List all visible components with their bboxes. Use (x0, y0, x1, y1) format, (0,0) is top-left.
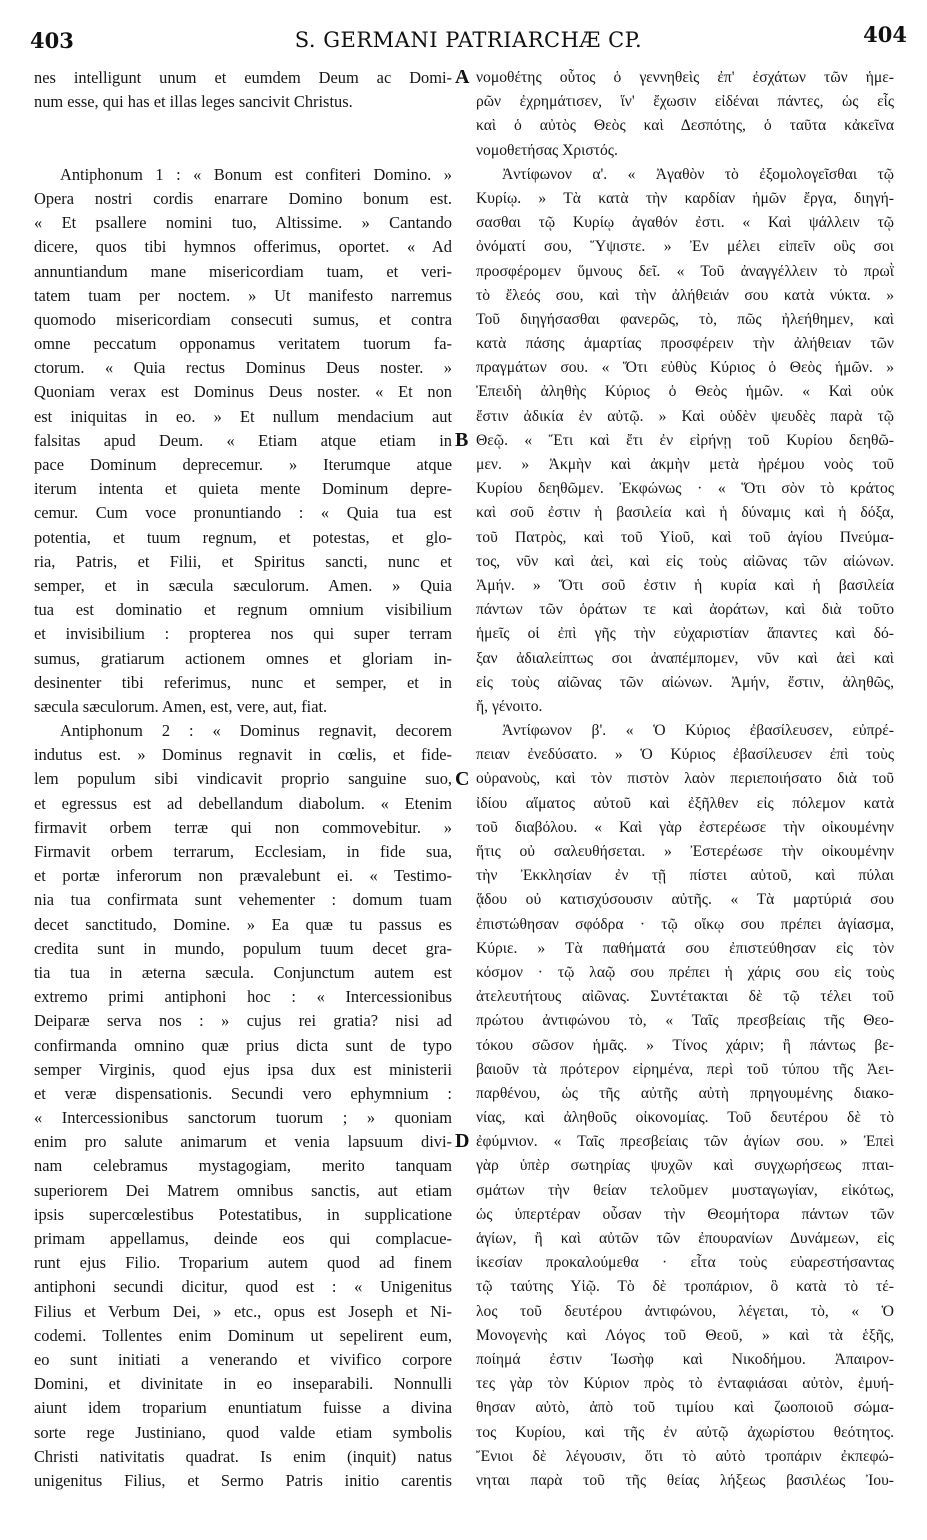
latin-column (34, 66, 452, 1493)
greek-text-line: ἁγίων, ἢ καὶ αὐτῶν τῶν ἐπουρανίων Δυνάμεων, εἰς (476, 1230, 894, 1247)
latin-text-line: aiunt idem troparium enuntiatum fuisse a divina (34, 1398, 452, 1418)
greek-text-line: ἐπιστώθησαν σφόδρα · τῷ οἴκῳ σου πρέπει ἁγίασμα, (476, 915, 894, 933)
latin-text-line: est iniquitas in eo. » Et nullum mendacium aut (34, 406, 452, 426)
greek-text-line: τῷ ταύτης Υἱῷ. Τὸ δὲ τροπάριον, ὃ κατὰ τὸ τέ- (476, 1278, 894, 1296)
greek-text-line: τὴν Ἐκκλησίαν ἐν τῇ πίστει αὐτοῦ, καὶ πύλαι (476, 867, 894, 885)
section-marker-a: A (455, 66, 470, 88)
greek-text-line: γὰρ ὑπὲρ σωτηρίας ψυχῶν καὶ συγχωρήσεως πται- (476, 1157, 894, 1175)
greek-text-line: κατὰ πάσης ἁμαρτίας προσφέρειν τὴν ἀλήθειαν τῶν (476, 335, 894, 353)
latin-text-line: quomodo misericordiam consecuti sumus, et contra (34, 309, 452, 329)
latin-text-line: « Intercessionibus sanctorum tuorum ; » quoniam (34, 1108, 452, 1128)
latin-text-line: « Et psallere nomini tuo, Altissime. » Cantando (34, 213, 452, 233)
latin-text-line: tia tua in æterna sæcula. Conjunctum autem est (34, 962, 452, 982)
greek-text-line: τος, νῦν καὶ ἀεὶ, καὶ εἰς τοὺς αἰῶνας τῶν αἰώνων. (476, 552, 894, 570)
latin-text-line: confirmanda omnino quæ prius dicta sunt de typo (34, 1035, 452, 1055)
latin-text-line: firmavit orbem terræ qui non commovebitur. » (34, 817, 452, 837)
latin-text-line: Deiparæ serva nos : » cujus rei gratia? nisi ad (34, 1011, 452, 1031)
latin-text-line: enim pro salute animarum et venia lapsuum divi- (34, 1132, 452, 1152)
latin-text-line: pace Dominum deprecemur. » Iterumque atque (34, 455, 452, 474)
greek-text-line: οὐρανοὺς, καὶ τὸν πιστὸν λαὸν περιεποιήσατο διὰ τοῦ (476, 770, 894, 788)
greek-text-line: Μονογενὴς καὶ Λόγος τοῦ Θεοῦ, » καὶ τὰ ἑξῆς, (476, 1326, 894, 1344)
greek-text-line: νηται παρὰ τοῦ τῆς θείας λήξεως βασιλέως Ἰου- (476, 1471, 894, 1489)
latin-text-line: decet sanctitudo, Domine. » Ea quæ tu passus es (34, 914, 452, 934)
greek-text-line: ἐφύμνιον. « Ταῖς πρεσβείαις τῶν ἁγίων σου. » Ἐπεὶ (476, 1133, 894, 1151)
latin-text-line: superiorem Dei Matrem omnibus sanctis, aut etiam (34, 1180, 452, 1200)
greek-text-line: Κυρίου δεηθῶμεν. Ἐκφώνως · « Ὅτι σὸν τὸ κράτος (476, 480, 894, 498)
latin-text-line: Firmavit orbem terrarum, Ecclesiam, in fide sua, (34, 842, 452, 861)
latin-text-line: et portæ inferorum non prævalebunt ei. « Testimo- (34, 866, 452, 886)
latin-text-line: tua est dominatio et regnum omnium visibilium (34, 600, 452, 620)
section-marker-b: B (455, 429, 469, 451)
page-header (30, 22, 907, 52)
latin-text-line: indutus est. » Dominus regnavit in cœlis, et fide- (34, 745, 452, 765)
latin-text-line: antiphoni secundi dicitur, quod est : « Unigenitus (34, 1277, 452, 1297)
latin-text-line: Domini, et divinitate in eo inseparabili. Nonnulli (34, 1374, 452, 1394)
greek-text-line: νομοθετήσας Χριστός. (476, 141, 618, 159)
latin-text-line: lem populum sibi vindicavit proprio sanguine suo, (34, 769, 452, 789)
greek-text-line: σμάτων τὴν θείαν τελοῦμεν μυσταγωγίαν, εἰκότως, (476, 1181, 894, 1199)
greek-text-line: ρῶν ἐχρημάτισεν, ἵν' ἔχωσιν εἰδέναι πάντες, ὡς εἷς (476, 93, 894, 111)
greek-text-line: ἡμεῖς οἱ ἐπὶ γῆς τὴν εὐχαριστίαν ἅπαντες καὶ δό- (476, 625, 894, 643)
latin-text-line: ctorum. « Quia rectus Dominus Deus noster. » (34, 358, 452, 378)
latin-text-line: Antiphonum 2 : « Dominus regnavit, decorem (60, 721, 452, 741)
latin-text-line: et veræ dispensationis. Secundi vero ephymnium : (34, 1083, 452, 1103)
latin-text-line: ria, Patris, et Filii, et Spiritus sancti, nunc et (34, 551, 452, 571)
latin-text-line: Filius et Verbum Dei, » etc., opus est Joseph et Ni- (34, 1301, 452, 1321)
latin-text-line: dicere, quos tibi hymnos offerimus, oportet. « Ad (34, 237, 452, 257)
latin-text-line: semper, et in sæcula sæculorum. Amen. » Quia (34, 575, 452, 595)
latin-text-line: unigenitus Filius, et Sermo Patris initio carentis (34, 1470, 452, 1490)
greek-text-line: καὶ ὁ αὐτὸς Θεὸς καὶ Δεσπότης, ὁ ταῦτα κἀκεῖνα (476, 117, 894, 135)
greek-text-line: Κυρίῳ. » Τὰ κατὰ τὴν καρδίαν ἡμῶν ἔργα, διηγή- (476, 189, 894, 207)
latin-text-line: sæcula sæculorum. Amen, est, vere, aut, fiat. (34, 696, 328, 716)
latin-text-line: omne peccatum opponamus veritatem tuorum fa- (34, 334, 452, 354)
greek-text-line: ὀνόματί σου, Ὕψιστε. » Ἐν μέλει εἰπεῖν οὓς σοι (476, 238, 894, 256)
greek-text-line: ὡς ὑπερτέραν οὖσαν τὴν Θεομήτορα πάντων τῶν (476, 1205, 894, 1223)
greek-text-line: ξαν ἀδιαλείπτως σοι ἀναπέμπομεν, νῦν καὶ ἀεὶ καὶ (476, 649, 894, 667)
greek-text-line: πρώτου ἀντιφώνου τὸ, « Ταῖς πρεσβείαις τῆς Θεο- (476, 1012, 894, 1030)
greek-text-line: νίας, καὶ ἀληθοῦς οἰκονομίας. Τοῦ δευτέρου δὲ τὸ (476, 1109, 894, 1127)
greek-text-line: λος τοῦ δευτέρου ἀντιφώνου, λέγεται, τὸ, « Ὁ (476, 1302, 894, 1320)
greek-text-line: τος Κυρίου, καὶ τῆς ἐν αὐτῷ ἀχωρίστου θεότητος. (476, 1423, 894, 1441)
greek-text-line: Ἔνιοι δὲ λέγουσιν, ὅτι τὸ αὐτὸ τροπάριν ἐκπεφώ- (476, 1447, 894, 1465)
latin-text-line: annuntiandum mane misericordiam tuam, et veri- (34, 261, 452, 281)
latin-text-line: sumus, gratiarum actionem omnes et gloriam in- (34, 648, 452, 668)
latin-text-line: falsitas apud Deum. « Etiam atque etiam in (34, 430, 452, 450)
greek-text-line: Ἐπειδὴ ἀληθὴς Κύριος ὁ Θεὸς ἡμῶν. « Καὶ οὐκ (476, 383, 894, 401)
greek-text-line: παρθένου, ὡς τῆς αὐτῆς αὐτὴ πρηγουμένης διακο- (476, 1084, 894, 1102)
latin-text-line: codemi. Tollentes enim Dominum ut sepelirent eum, (34, 1325, 452, 1345)
greek-text-line: πάντων τῶν ὁράτων τε καὶ ἀοράτων, καὶ διὰ τοῦτο (476, 601, 894, 619)
greek-text-line: πειαν ἐνεδύσατο. » Ὁ Κύριος ἐβασίλευσεν ἐπὶ τοὺς (476, 746, 894, 764)
greek-text-line: Τοῦ διηγήσασθαι φανερῶς, τὸ, πῶς ἠλεήθημεν, καὶ (476, 310, 894, 328)
greek-text-line: Ἀντίφωνον β'. « Ὁ Κύριος ἐβασίλευσεν, εὐπρέ- (502, 722, 894, 740)
greek-text-line: εἰς τοὺς αἰῶνας τῶν αἰώνων. Ἀμήν, ἔστιν, ἀληθῶς, (476, 673, 894, 691)
latin-text-line: et invisibilium : propterea nos qui super terram (34, 624, 452, 644)
greek-text-line: τόκου σῶσον ἡμᾶς. » Τίνος χάριν; ἢ πάντως βε- (476, 1036, 894, 1054)
greek-text-line: ἰδίου αἵματος αὐτοῦ καὶ ἐξῆλθεν εἰς πόλεμον κατὰ (476, 794, 894, 812)
greek-text-line: πραγμάτων σου. « Ὅτι εὐθὺς Κύριος ὁ Θεὸς ἡμῶν. » (476, 359, 894, 377)
latin-text-line (34, 114, 452, 138)
greek-text-line: Ἀμήν. » Ὅτι σοῦ ἐστιν ἡ κυρία καὶ ἡ βασιλεία (476, 576, 894, 594)
greek-text-line: Κύριε. » Τὰ παθήματά σου ἐπιστεύθησαν εἰς τὸν (476, 939, 894, 957)
greek-text-line: τὸ ἔλεός σου, καὶ τὴν ἀλήθειάν σου κατὰ νύκτα. » (476, 286, 894, 304)
greek-text-line: ἥτις οὐ σαλευθήσεται. » Ἐστερέωσε τὴν οἰκουμένην (476, 843, 894, 860)
latin-text-line: desinenter tibi referimus, nunc et semper, et in (34, 672, 452, 692)
latin-text-line: credita sunt in mundo, populum tuum decet gra- (34, 938, 452, 958)
greek-text-line: προσφέρομεν ὕμνους δεῖ. « Τοῦ ἀναγγέλλειν τὸ πρωῒ (476, 262, 894, 280)
latin-text-line: nia tua confirmata sunt vehementer : domum tuam (34, 890, 452, 910)
latin-text-line: et egressus est ad debellandum diabolum. « Etenim (34, 793, 452, 813)
latin-text-line: extremo primi antiphoni hoc : « Intercessionibus (34, 987, 452, 1007)
latin-text-line (34, 139, 452, 163)
greek-text-line: τοῦ διαβόλου. « Καὶ γὰρ ἐστερέωσε τὴν οἰκουμένην (476, 818, 894, 836)
greek-text-line: ἱκεσίαν προκαλούμεθα · εἶτα τοὺς εὐαρεστήσαντας (476, 1254, 894, 1272)
latin-text-line: Quoniam verax est Dominus Deus noster. « Et non (34, 382, 452, 402)
latin-text-line: Opera nostri cordis enarrare Domino bonum est. (34, 188, 452, 208)
greek-text-line: ἀτελευτήτους αἰῶνας. Συντέτακται δὲ τῷ τέλει τοῦ (476, 988, 894, 1006)
latin-text-line: Christi nativitatis quadrat. Is enim (inquit) natus (34, 1446, 452, 1466)
greek-text-line: βαιοῦν τὰ πρότερον εἰρημένα, περὶ τοῦ τύπου τῆς Ἀει- (476, 1060, 894, 1078)
page-number-left: 403 (30, 28, 74, 53)
latin-text-line: semper Virginis, quod ejus ipsa dux est ministerii (34, 1059, 452, 1079)
greek-text-line: τες γὰρ τὸν Κύριον πρὸς τὸ ἐνταφιάσαι αὐτὸν, ἐμυή- (476, 1375, 894, 1393)
greek-column (476, 66, 894, 1493)
greek-text-line: μεν. » Ἀκμὴν καὶ ἀκμὴν μετὰ ἠρέμου νοὸς τοῦ (476, 456, 894, 473)
running-title: S. GERMANI PATRIARCHÆ CP. (294, 28, 643, 52)
section-marker-d: D (455, 1130, 470, 1152)
greek-text-line: ἔστιν ἀδικία ἐν αὐτῷ. » Καὶ οὐδὲν ψευδὲς παρὰ τῷ (476, 407, 894, 425)
greek-text-line: ποίημά ἐστιν Ἰωσὴφ καὶ Νικοδήμου. Ἀπαιρον- (476, 1350, 894, 1368)
latin-text-line: Antiphonum 1 : « Bonum est confiteri Domino. » (60, 164, 452, 184)
latin-text-line: sorte rege Justiniano, quod valde etiam symbolis (34, 1422, 452, 1442)
greek-text-line: νομοθέτης οὗτος ὁ γεννηθεὶς ἐπ' ἐσχάτων τῶν ἡμε- (476, 69, 894, 86)
greek-text-line: τοῦ Πατρὸς, καὶ τοῦ Υἱοῦ, καὶ τοῦ ἁγίου Πνεύμα- (476, 528, 894, 546)
greek-text-line: ἤ, γένοιτο. (476, 697, 543, 715)
greek-text-line: Ἀντίφωνον α'. « Ἀγαθὸν τὸ ἐξομολογεῖσθαι τῷ (502, 165, 894, 183)
latin-text-line: nes intelligunt unum et eumdem Deum ac Domi- (34, 68, 452, 87)
greek-text-line: καὶ σοῦ ἐστιν ἡ βασιλεία καὶ ἡ δύναμις καὶ ἡ δόξα, (476, 504, 894, 522)
latin-text-line: cemur. Cum voce pronuntiando : « Quia tua est (34, 503, 452, 523)
latin-text-line: nam celebramus mystagogiam, merito tanquam (34, 1156, 452, 1176)
latin-text-line: iterum intenta et quieta mente Dominum depre- (34, 479, 452, 499)
greek-text-line: σασθαι τῷ Κυρίῳ ἀγαθόν ἐστι. « Καὶ ψάλλειν τῷ (476, 214, 894, 232)
page-number-right: 404 (863, 22, 907, 47)
section-marker-c: C (455, 768, 470, 790)
latin-text-line: primam appellamus, deinde eos qui complacue- (34, 1229, 452, 1248)
latin-text-line: runt ejus Filio. Troparium autem quod ad finem (34, 1253, 452, 1273)
greek-text-line: ᾅδου οὐ κατισχύσουσιν αὐτῆς. « Τὰ μαρτύριά σου (476, 891, 894, 909)
latin-text-line: ipsis supercœlestibus Potestatibus, in supplicatione (34, 1204, 452, 1224)
latin-text-line: potentia, et tuum regnum, et potestas, et glo- (34, 527, 452, 547)
greek-text-line: θησαν αὐτὸ, ἀπὸ τοῦ τιμίου καὶ ζωοποιοῦ σώμα- (476, 1399, 894, 1417)
latin-text-line: num esse, qui has et illas leges sancivit Christus. (34, 92, 353, 112)
greek-text-line: Θεῷ. « Ἔτι καὶ ἔτι ἐν εἰρήνῃ τοῦ Κυρίου δεηθῶ- (476, 431, 894, 449)
latin-text-line: tatem tuam per noctem. » Ut manifesto narremus (34, 285, 452, 305)
latin-text-line: eo sunt initiati a venerando et vivifico corpore (34, 1349, 452, 1369)
greek-text-line: κόσμον · τῷ λαῷ σου πρέπει ἡ χάρις σου εἰς τοὺς (476, 963, 894, 981)
